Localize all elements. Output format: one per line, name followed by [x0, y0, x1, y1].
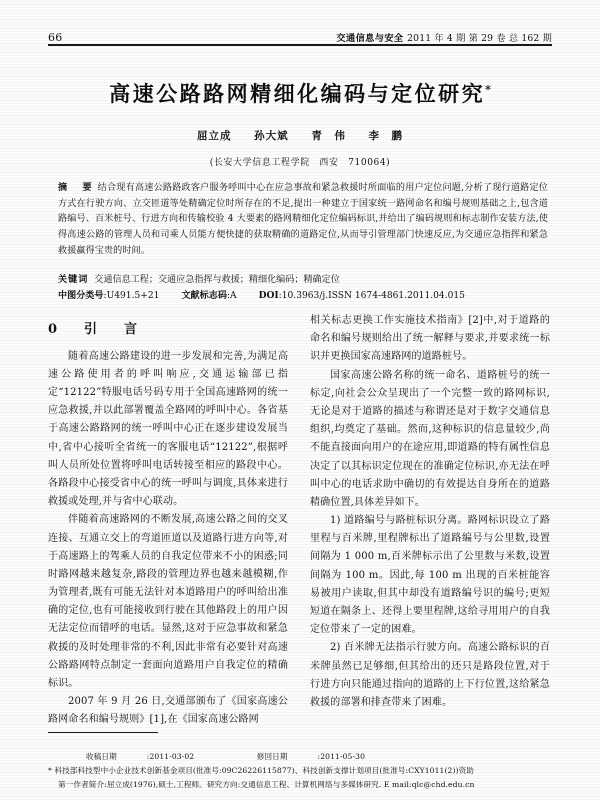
author-2: 孙大斌 — [254, 130, 289, 142]
abstract-block — [58, 180, 548, 259]
header-rule — [48, 44, 552, 46]
funding-note: * 科技部科技型中小企业技术创新基金项目(批准号:09C26226115877)、科技创新支撑计划项目(批准号:CXY1011(2))资助 — [48, 765, 474, 775]
running-head — [48, 30, 552, 44]
paragraph: 国家高速公路名称的统一命名、道路桩号的统一标定,向社会公众呈现出了一个完整一致的路网标识,无论是对于道路的描述与称谓还是对于数字交通信息组织,均奠定了基础。然而,这种标识的信息量较少,尚不能直接面向用户的在途应用,即道路的特有属性信息决定了以其标识定位现在的准确定位标识,亦无法在呼叫中心的电话求助中确切的有效提达自身所在的道路精确位置,具体差异如下。 — [310, 369, 550, 508]
doc-value: A — [230, 291, 237, 301]
title-footnote-marker: * — [485, 83, 491, 96]
paragraph: 2007 年 9 月 26 日,交通部颁布了《国家高速公路网命名和编号规则》[1],在《国家高速公路网 — [48, 696, 288, 726]
page-title — [0, 78, 600, 108]
paragraph: 2) 百米牌无法指示行驶方向。高速公路标识的百米牌虽然已足够细,但其给出的还只是路段位置,对于行进方向只能通过指向的道路的上下行位置,这给紧急救援的部署和排查带来了困难。 — [310, 642, 550, 708]
abstract-text: 结合现有高速公路路政客户服务呼叫中心在应急事故和紧急救援时所面临的用户定位问题,分析了现行道路定位方式在行驶方向、立交匝道等处精确定位时所存在的不足,提出一种建立于国家统一路网命名和编号规则基础之上,包含道路编号、百米桩号、行进方向和传输校验 4 大要素的路网精细化定位编码标识,并给出了编码规则和标志制作安装方法,使得高速公路的管理人员和司乘人员能方便快捷的获取精确的道路定位,从而导引管理部门快速反应,为交通应急指挥和紧急救援赢得宝贵的时间。 — [58, 183, 548, 256]
abstract-label: 摘 要 — [58, 182, 95, 193]
author-1: 屈立成 — [197, 130, 232, 142]
revised-value: 2011-05-30 — [320, 751, 366, 761]
footnote-block — [48, 750, 554, 792]
paragraph: 相关标志更换工作实施技术指南》[2]中,对于道路的命名和编号规则给出了统一解释与要求,并要求统一标识并更换国家高速路网的道路桩号。 — [310, 315, 550, 363]
received-date: 收稿日期 :2011-03-02 — [86, 751, 195, 761]
page-number: 66 — [48, 31, 63, 44]
doi: DOI:10.3963/j.ISSN 1674-4861.2011.04.015 — [258, 290, 465, 301]
right-column — [310, 312, 550, 740]
keywords-block — [58, 272, 548, 288]
author-list — [0, 128, 600, 143]
clc-label: 中图分类号 — [58, 290, 104, 301]
journal-info — [336, 30, 552, 44]
journal-name: 交通信息与安全 — [336, 33, 404, 44]
author-3: 青 伟 — [311, 130, 346, 142]
issue-info: 2011 年 4 期 第 29 卷 总 162 期 — [407, 33, 552, 44]
doi-value: 10.3963/j.ISSN 1674-4861.2011.04.015 — [281, 291, 465, 301]
received-label: 收稿日期 — [86, 751, 117, 761]
received-value: 2011-03-02 — [149, 751, 195, 761]
paragraph: 随着高速公路建设的进一步发展和完善,为满足高速公路使用者的呼叫响应,交通运输部已指定“12122”特服电话号码专用于全国高速路网的统一应急救援,并以此部署覆盖全路网的呼叫中心。各省基于高速公路路网的统一呼叫中心正在逐步建设发展当中,省中心接听全省统一的客服电话“12122”,根据呼叫人员所处位置将呼叫电话转接至相应的路段中心。各路段中心接受省中心的统一呼叫与调度,具体来进行救援或处理,并与省中心联动。 — [48, 350, 288, 508]
doi-label: DOI — [258, 290, 279, 301]
footnote-dates — [48, 750, 554, 764]
author-4: 李 鹏 — [368, 130, 403, 142]
left-column — [48, 312, 288, 740]
revised-label: 修回日期 — [256, 751, 288, 761]
body-columns — [48, 312, 552, 740]
clc-value: U491.5+21 — [106, 291, 160, 301]
section-heading-0: 0 引 言 — [48, 322, 145, 337]
keywords-label: 关键词 — [58, 274, 89, 285]
keywords-text: 交通信息工程；交通应急指挥与救援；精细化编码；精确定位 — [94, 275, 340, 285]
article-title: 高速公路路网精细化编码与定位研究 — [109, 81, 486, 106]
document-code: 文献标志码:A — [181, 290, 237, 301]
revised-date: 修回日期 :2011-05-30 — [256, 751, 366, 761]
footnote-rule — [48, 732, 158, 733]
author-bio-note: 第一作者简介:屈立成(1976),硕士,工程师。研究方向:交通信息工程、计算机网络与多媒体研究. E mail:qlc@chd.edu.cn — [58, 779, 475, 789]
paragraph: 伴随着高速路网的不断发展,高速公路之间的交叉连接、互通立交上的弯道匝道以及道路行进方向等,对于高速路上的驾乘人员的自我定位带来不小的困惑;同时路网越来越复杂,路段的管理边界也越来越模糊,作为管理者,既有可能无法针对本道路用户的呼叫给出准确的定位,也有可能接收到行驶在其他路段上的用户因无法定位而错呼的电话。显然,这对于应急事故和紧急救援的及时处理非常的不利,因此非常有必要针对高速公路路网特点制定一套面向道路用户自我定位的精确标识。 — [48, 514, 288, 690]
clc-number: 中图分类号:U491.5+21 — [58, 290, 160, 301]
doc-label: 文献标志码 — [181, 290, 227, 301]
affiliation: (长安大学信息工程学院 西安 710064) — [209, 158, 391, 168]
classification-block — [58, 288, 548, 304]
paragraph: 1) 道路编号与路桩标识分离。路网标识设立了路里程与百米牌,里程牌标出了道路编号与公里数,设置间隔为 1 000 m,百米牌标示出了公里数与米数,设置间隔为 100 m。因此,每 100 m 出现的百米桩能容易被用户读取,但其中却没有道路编号识的编号;更短短道在隔条上、还得上要里程牌,这给寻用用户的自我定位带来了一定的困难。 — [310, 515, 550, 636]
